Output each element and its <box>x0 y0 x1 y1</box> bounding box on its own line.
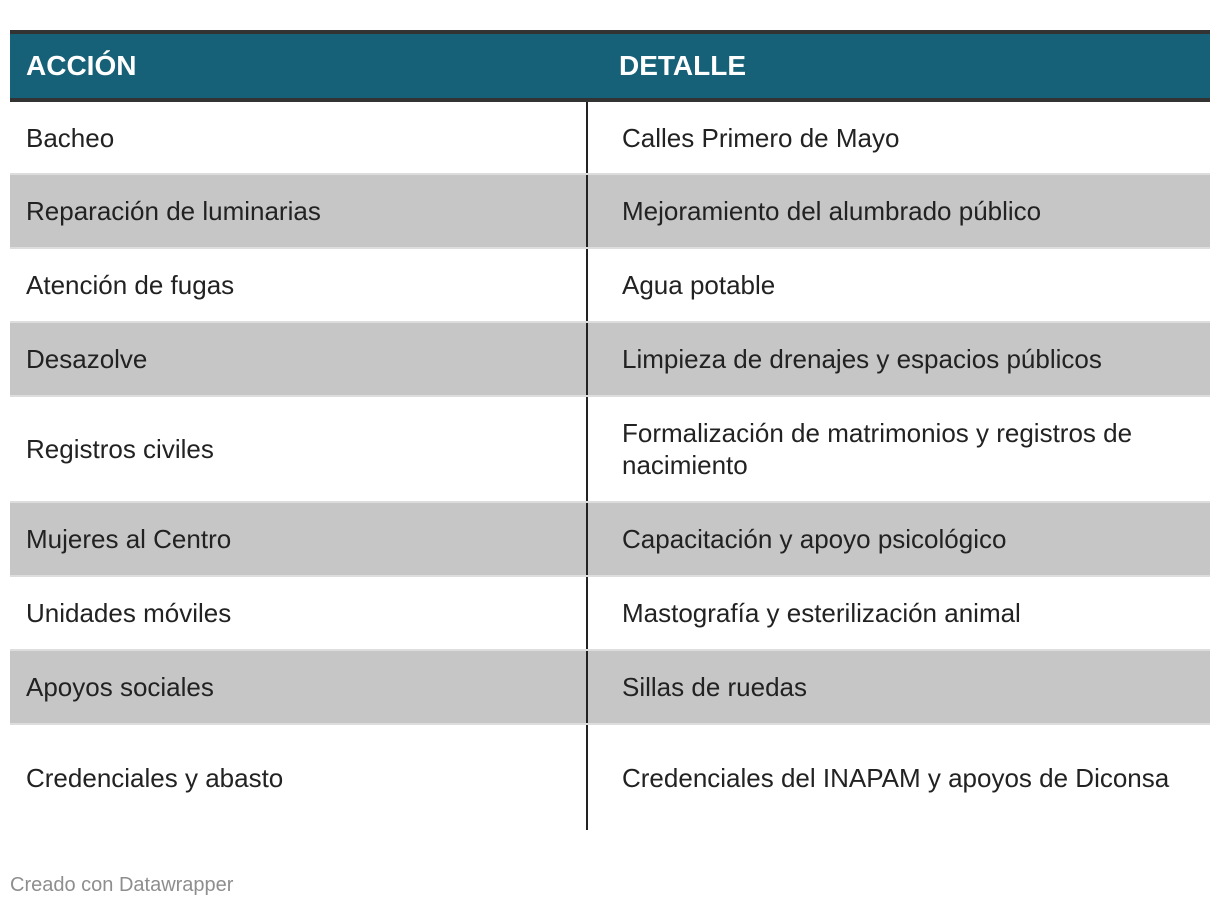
cell-accion: Reparación de luminarias <box>10 174 587 248</box>
cell-detalle: Mastografía y esterilización animal <box>587 576 1210 650</box>
cell-accion: Registros civiles <box>10 396 587 502</box>
cell-detalle: Mejoramiento del alumbrado público <box>587 174 1210 248</box>
cell-detalle: Limpieza de drenajes y espacios públicos <box>587 322 1210 396</box>
table-row <box>10 724 1210 830</box>
table-row <box>10 248 1210 322</box>
header-row <box>10 32 1210 100</box>
cell-accion: Atención de fugas <box>10 248 587 322</box>
table-row <box>10 502 1210 576</box>
actions-table <box>10 30 1210 830</box>
table-row <box>10 322 1210 396</box>
table-row <box>10 174 1210 248</box>
cell-accion: Unidades móviles <box>10 576 587 650</box>
cell-detalle: Credenciales del INAPAM y apoyos de Diconsa <box>622 762 1170 793</box>
cell-detalle: Agua potable <box>587 248 1210 322</box>
table-row <box>10 100 1210 174</box>
table-body <box>10 100 1210 830</box>
table-row <box>10 576 1210 650</box>
cell-accion: Apoyos sociales <box>10 650 587 724</box>
cell-detalle: Calles Primero de Mayo <box>587 100 1210 174</box>
datawrapper-credit[interactable]: Creado con Datawrapper <box>10 874 234 896</box>
cell-accion: Desazolve <box>10 322 587 396</box>
table-row <box>10 396 1210 502</box>
cell-detalle: Capacitación y apoyo psicológico <box>587 502 1210 576</box>
cell-accion: Mujeres al Centro <box>10 502 587 576</box>
cell-detalle: Formalización de matrimonios y registros de nacimiento <box>587 396 1210 502</box>
cell-accion: Credenciales y abasto <box>10 724 587 830</box>
column-header-detalle[interactable]: DETALLE <box>587 32 1210 100</box>
table-row <box>10 650 1210 724</box>
data-table-container <box>10 30 1210 830</box>
column-header-accion[interactable]: ACCIÓN <box>10 32 587 100</box>
cell-accion: Bacheo <box>10 100 587 174</box>
cell-detalle: Sillas de ruedas <box>587 650 1210 724</box>
table-header <box>10 32 1210 100</box>
